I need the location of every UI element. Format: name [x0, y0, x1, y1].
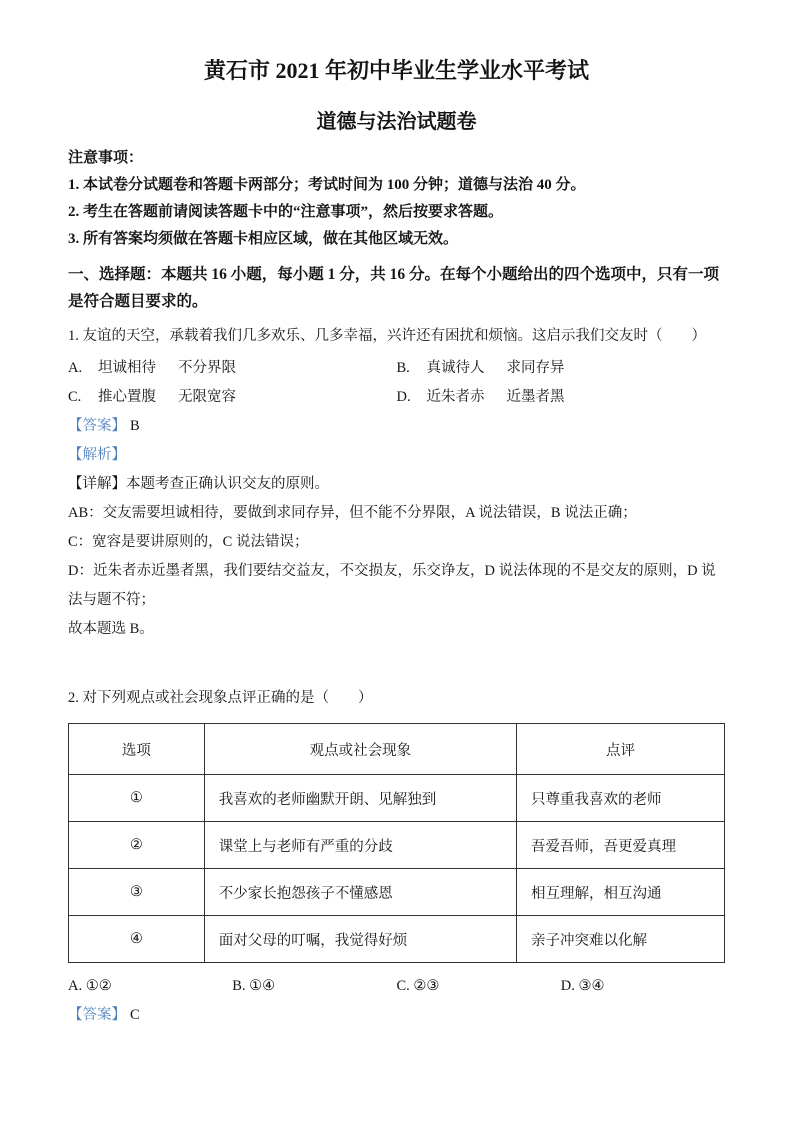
q2-row3-num: ③	[69, 869, 205, 916]
question-1-options	[68, 354, 725, 412]
q1-explanation-ab: AB：交友需要坦诚相待，要做到求同存异，但不能不分界限，A 说法错误，B 说法正确；	[68, 505, 637, 521]
q1-option-c-text1: 推心置腹	[98, 389, 156, 405]
q2-row2-phenomenon: 课堂上与老师有严重的分歧	[204, 822, 516, 869]
notices-block	[68, 145, 725, 253]
notices-heading: 注意事项：	[68, 150, 144, 166]
q1-option-c-text2: 无限宽容	[178, 389, 236, 405]
q1-option-d-label: D.	[396, 389, 411, 405]
notice-item-1: 1. 本试卷分试题卷和答题卡两部分；考试时间为 100 分钟；道德与法治 40 分。	[68, 177, 586, 193]
q1-detail: 【详解】本题考查正确认识交友的原则。	[68, 476, 329, 492]
question-1-stem: 1. 友谊的天空，承载着我们几多欢乐、几多幸福，兴许还有困扰和烦恼。这启示我们交友时（ ）	[68, 328, 706, 344]
q2-row4-comment: 亲子冲突难以化解	[517, 916, 725, 963]
q2-table-header-comment: 点评	[517, 724, 725, 775]
q1-option-c-label: C.	[68, 389, 82, 405]
q2-row1-phenomenon: 我喜欢的老师幽默开朗、见解独到	[204, 775, 516, 822]
notice-item-3: 3. 所有答案均须做在答题卡相应区域，做在其他区域无效。	[68, 231, 459, 247]
q2-row2-comment: 吾爱吾师，吾更爱真理	[517, 822, 725, 869]
q1-option-b-label: B.	[396, 360, 410, 376]
q1-answer-label: 【答案】	[68, 418, 126, 434]
q1-option-c	[68, 383, 397, 412]
q1-explanation-c: C：宽容是要讲原则的，C 说法错误；	[68, 534, 309, 550]
q2-option-b: B. ①④	[232, 978, 276, 994]
q2-option-d: D. ③④	[560, 978, 605, 994]
q1-conclusion: 故本题选 B。	[68, 621, 154, 637]
table-row	[69, 869, 725, 916]
q1-option-a-text1: 坦诚相待	[98, 360, 156, 376]
page-subtitle: 道德与法治试题卷	[316, 111, 477, 133]
q2-row4-phenomenon: 面对父母的叮嘱，我觉得好烦	[204, 916, 516, 963]
q2-table-header-option: 选项	[69, 724, 205, 775]
q2-table-header-phenomenon: 观点或社会现象	[204, 724, 516, 775]
q1-option-d-text2: 近墨者黑	[506, 389, 565, 405]
q1-analysis-line	[68, 441, 725, 470]
table-row	[69, 822, 725, 869]
q2-row1-comment: 只尊重我喜欢的老师	[517, 775, 725, 822]
q1-option-d-text1: 近朱者赤	[426, 389, 485, 405]
q2-row4-num: ④	[69, 916, 205, 963]
q2-answer-line	[68, 1001, 725, 1030]
question-2-options	[68, 972, 725, 1001]
q1-option-a-label: A.	[68, 360, 83, 376]
q2-answer-label: 【答案】	[68, 1007, 126, 1023]
q2-table	[68, 723, 725, 963]
q1-option-b	[397, 354, 726, 383]
table-row	[69, 775, 725, 822]
q1-option-d	[397, 383, 726, 412]
q2-row1-num: ①	[69, 775, 205, 822]
notice-item-2: 2. 考生在答题前请阅读答题卡中的“注意事项”，然后按要求答题。	[68, 204, 504, 220]
q1-option-a	[68, 354, 397, 383]
q1-analysis-label: 【解析】	[68, 447, 126, 463]
q2-row2-num: ②	[69, 822, 205, 869]
question-2-stem: 2. 对下列观点或社会现象点评正确的是（ ）	[68, 690, 373, 706]
q2-row3-phenomenon: 不少家长抱怨孩子不懂感恩	[204, 869, 516, 916]
q1-explanation-d: D：近朱者赤近墨者黑，我们要结交益友，不交损友，乐交诤友，D 说法体现的不是交友的原则，D 说法与题不符；	[68, 563, 716, 608]
q2-option-c: C. ②③	[396, 978, 440, 994]
q1-answer-line	[68, 412, 725, 441]
q2-option-a: A. ①②	[68, 978, 112, 994]
table-row	[69, 916, 725, 963]
q1-option-b-text2: 求同存异	[506, 360, 565, 376]
q2-row3-comment: 相互理解，相互沟通	[517, 869, 725, 916]
q1-answer-value: B	[130, 418, 140, 434]
q2-answer-value: C	[130, 1007, 140, 1023]
section-1-heading: 一、选择题：本题共 16 小题，每小题 1 分，共 16 分。在每个小题给出的四个选项中，只有一项是符合题目要求的。	[68, 266, 720, 310]
q1-option-b-text1: 真诚待人	[426, 360, 485, 376]
page-title: 黄石市 2021 年初中毕业生学业水平考试	[203, 58, 589, 83]
q1-option-a-text2: 不分界限	[178, 360, 236, 376]
q2-table-header-row	[69, 724, 725, 775]
